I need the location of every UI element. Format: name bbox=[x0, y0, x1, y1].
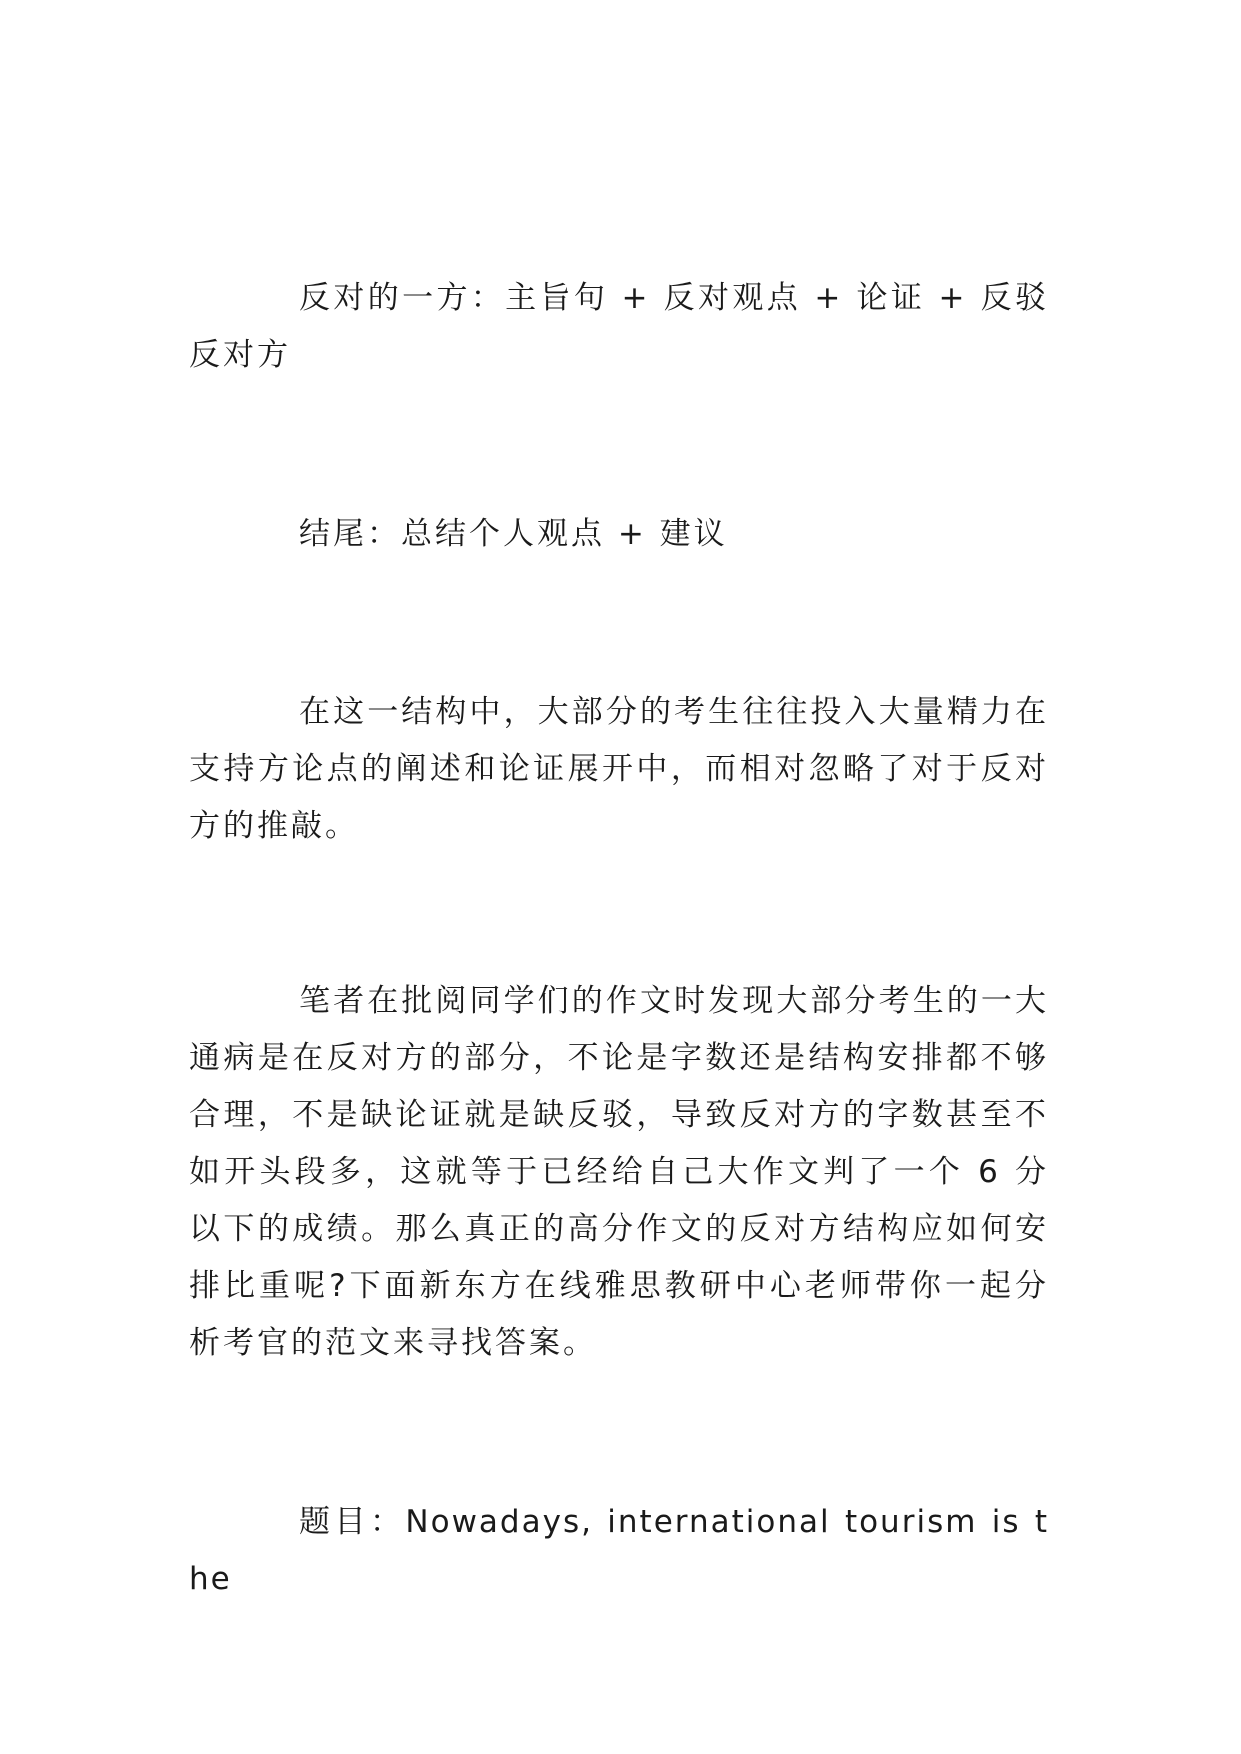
paragraph-common-problem: 笔者在批阅同学们的作文时发现大部分考生的一大通病是在反对方的部分，不论是字数还是结构安排都不够合理，不是缺论证就是缺反驳，导致反对方的字数甚至不如开头段多，这就等于已经给自己大作文判了一个 6 分以下的成绩。那么真正的高分作文的反对方结构应如何安排比重呢?下面新东方在线雅思教研中心老师带你一起分析考官的范文来寻找答案。 bbox=[189, 983, 1049, 1361]
paragraph-opposing-side-structure: 反对的一方：主旨句 + 反对观点 + 论证 + 反驳反对方 bbox=[189, 280, 1049, 373]
paragraph-conclusion-structure: 结尾：总结个人观点 + 建议 bbox=[299, 516, 728, 552]
paragraph-essay-topic: 题目：Nowadays, international tourism is the bbox=[189, 1504, 1049, 1597]
paragraph-structure-analysis: 在这一结构中，大部分的考生往往投入大量精力在支持方论点的阐述和论证展开中，而相对忽略了对于反对方的推敲。 bbox=[189, 694, 1049, 844]
